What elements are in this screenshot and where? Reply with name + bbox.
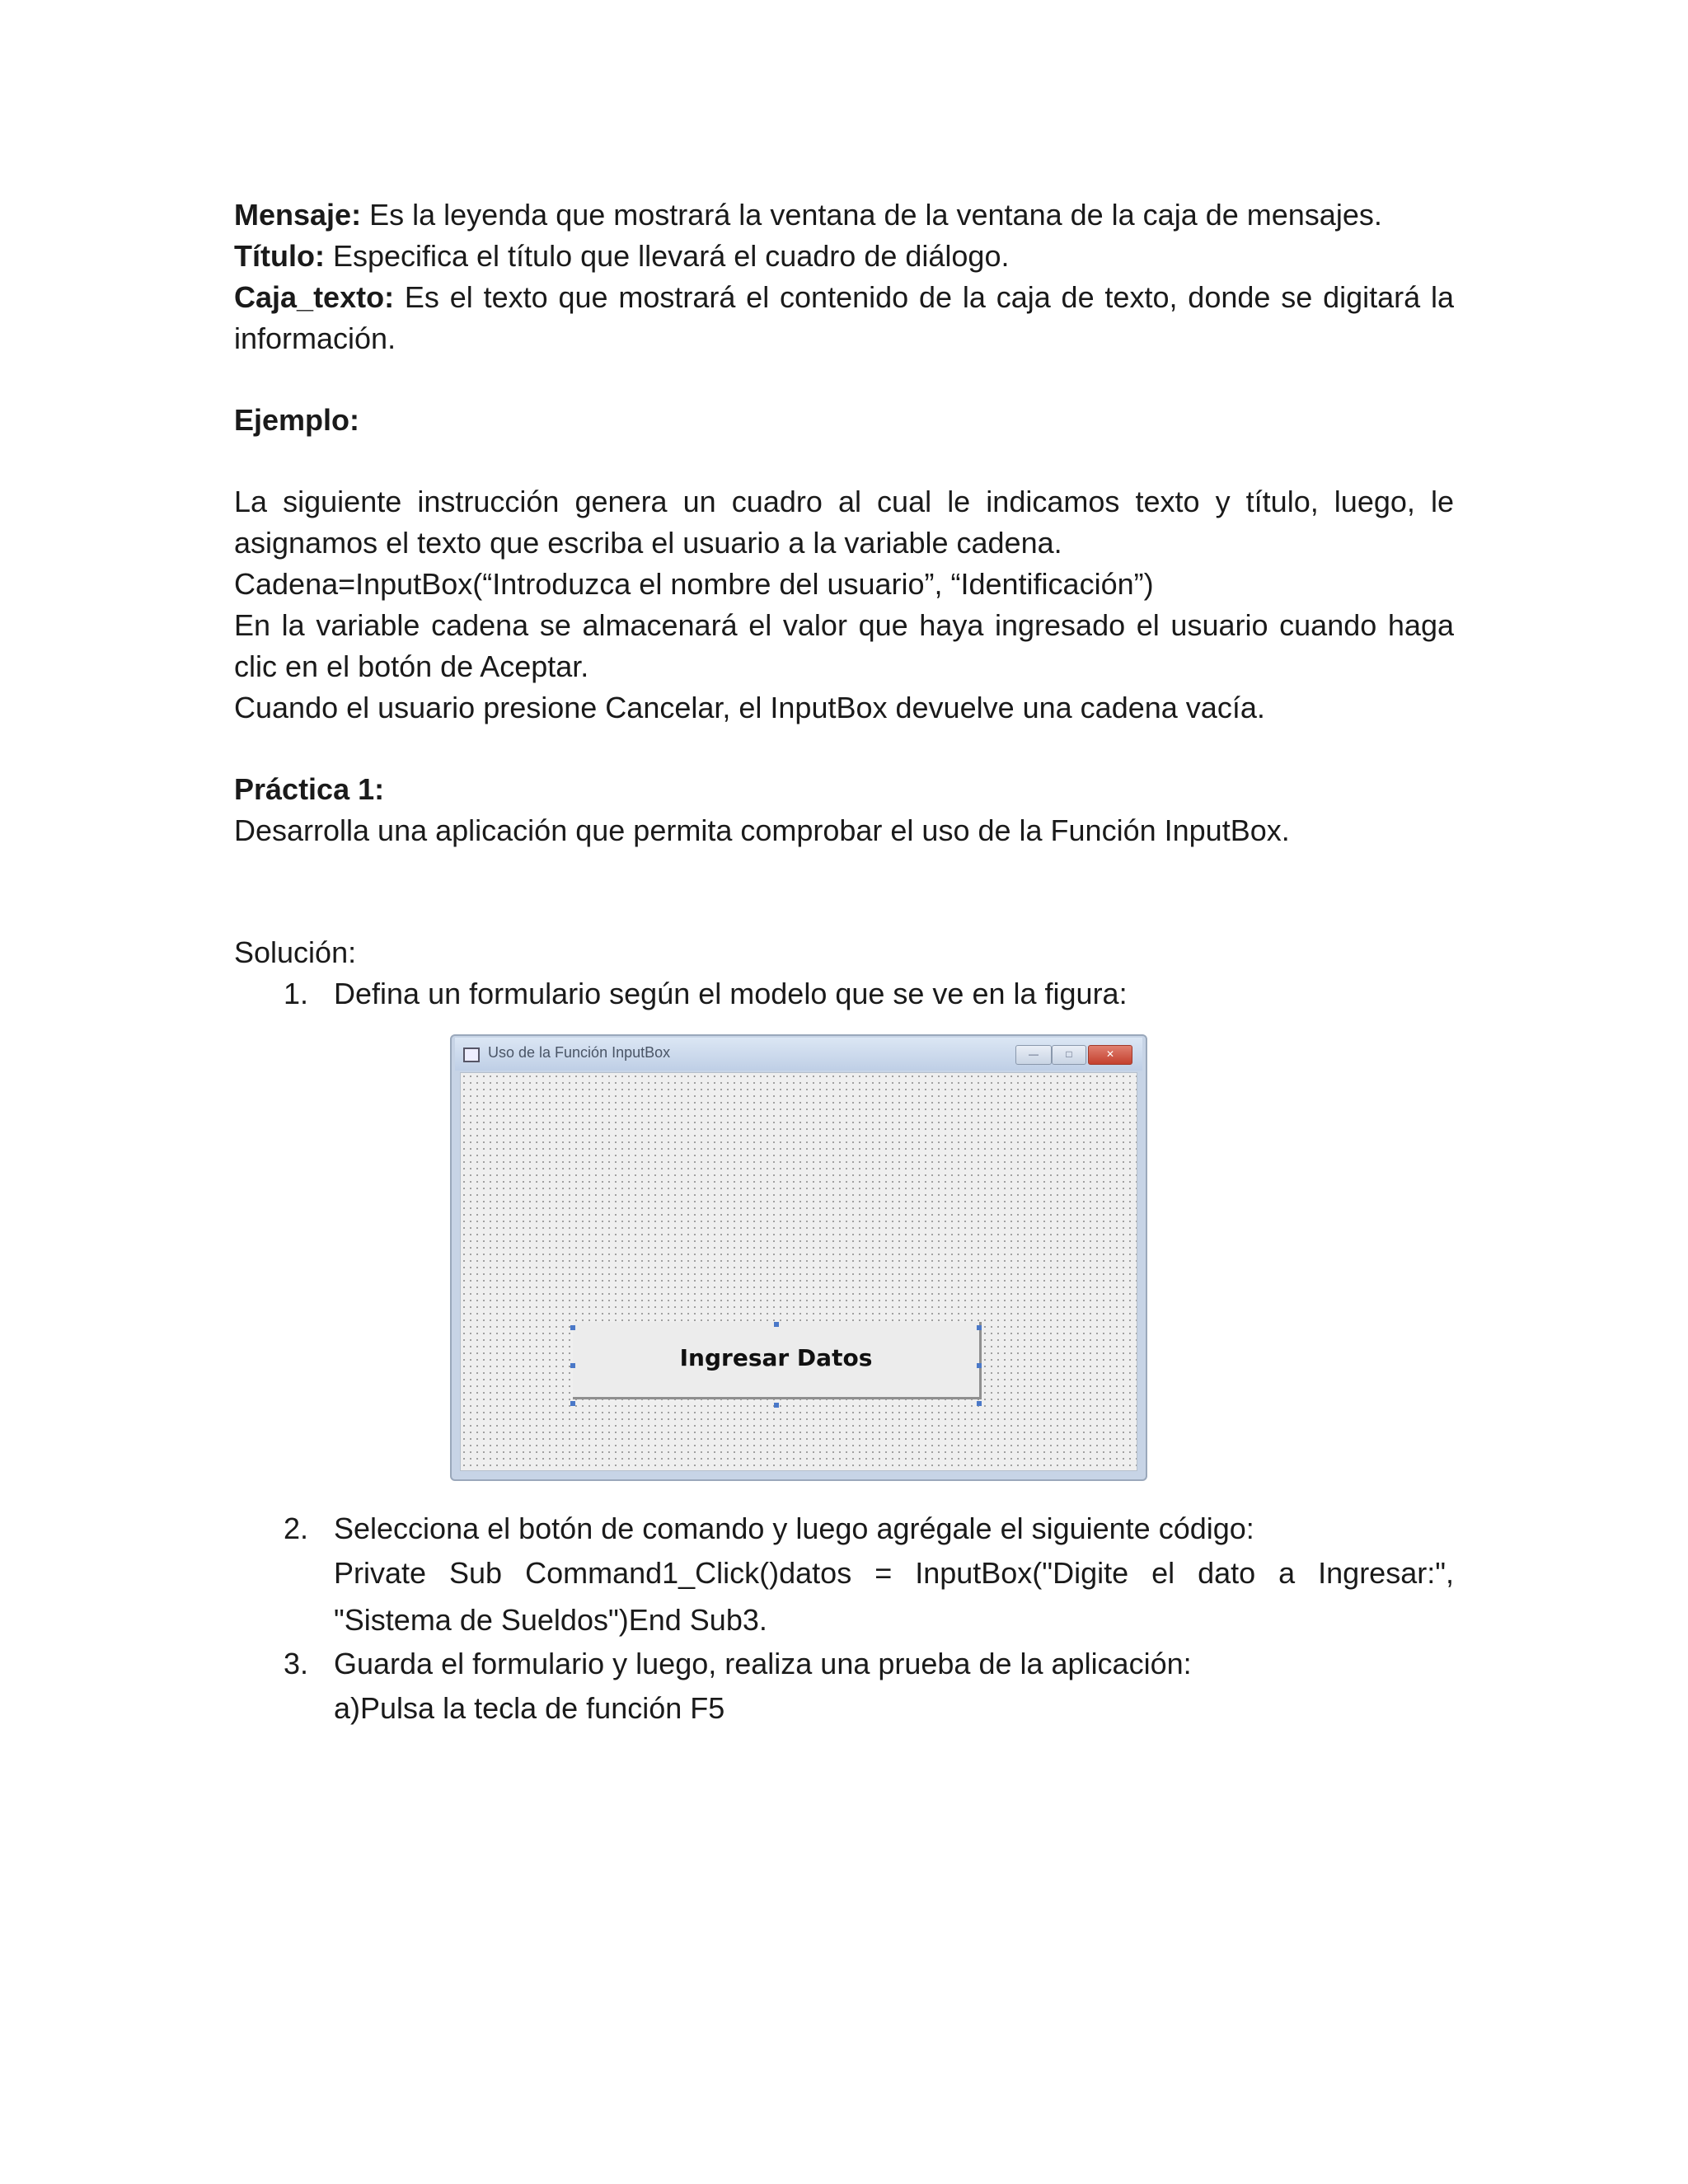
list-number: 2. [284,1511,309,1545]
form-icon [463,1047,480,1062]
resize-handle[interactable] [977,1325,982,1330]
example-code-line: Cadena=InputBox(“Introduzca el nombre del usuario”, “Identificación”) [234,567,1154,601]
definitions-block [234,194,1454,1015]
practice-text: Desarrolla una aplicación que permita comprobar el uso de la Función InputBox. [234,813,1290,847]
close-icon[interactable]: ✕ [1088,1045,1132,1065]
resize-handle[interactable] [570,1363,575,1368]
definition-text: Es la leyenda que mostrará la ventana de la ventana de la caja de mensajes. [361,198,1382,232]
sub-step: a)Pulsa la tecla de función F5 [334,1691,725,1725]
term: Título: [234,239,325,273]
example-paragraph: Cuando el usuario presione Cancelar, el InputBox devuelve una cadena vacía. [234,691,1265,724]
practice-heading: Práctica 1: [234,772,385,806]
list-number: 1. [284,977,309,1010]
solution-heading: Solución: [234,935,357,969]
list-item [234,973,1554,1015]
definition-titulo [234,236,1454,277]
example-heading: Ejemplo: [234,403,360,437]
term: Caja_texto: [234,280,395,314]
example-paragraph: La siguiente instrucción genera un cuadro al cual le indicamos texto y título, luego, le asignamos el texto que escriba el usuario a la variable cadena. [234,485,1454,560]
code-snippet: Private Sub Command1_Click()datos = InputBox("Digite el dato a Ingresar:", "Sistema de Sueldos")End Sub3. [334,1556,1454,1637]
list-text: Selecciona el botón de comando y luego agrégale el siguiente código: [334,1511,1254,1545]
list-item [234,1643,1454,1685]
form-figure [450,1034,1147,1481]
resize-handle[interactable] [977,1363,982,1368]
definition-text: Especifica el título que llevará el cuadro de diálogo. [324,239,1010,273]
list-item [234,1508,1454,1549]
solution-steps-continued [234,1508,1454,1732]
ingresar-datos-button[interactable]: Ingresar Datos [573,1322,982,1399]
maximize-icon[interactable]: □ [1052,1045,1086,1065]
resize-handle[interactable] [570,1325,575,1330]
definition-mensaje [234,194,1454,236]
definition-caja-texto [234,277,1454,359]
resize-handle[interactable] [570,1401,575,1406]
term: Mensaje: [234,198,362,232]
resize-handle[interactable] [774,1322,779,1327]
list-number: 3. [284,1647,309,1680]
example-paragraph: En la variable cadena se almacenará el valor que haya ingresado el usuario cuando haga clic en el botón de Aceptar. [234,608,1454,683]
window-title-bar [455,1038,1142,1071]
list-text: Defina un formulario según el modelo que se ve en la figura: [334,977,1128,1010]
resize-handle[interactable] [774,1403,779,1408]
window-title: Uso de la Función InputBox [488,1044,671,1061]
definition-text: Es el texto que mostrará el contenido de la caja de texto, donde se digitará la información. [234,280,1454,355]
form-design-surface [460,1072,1137,1471]
resize-handle[interactable] [977,1401,982,1406]
minimize-icon[interactable]: — [1015,1045,1052,1065]
list-text: Guarda el formulario y luego, realiza una prueba de la aplicación: [334,1647,1192,1680]
